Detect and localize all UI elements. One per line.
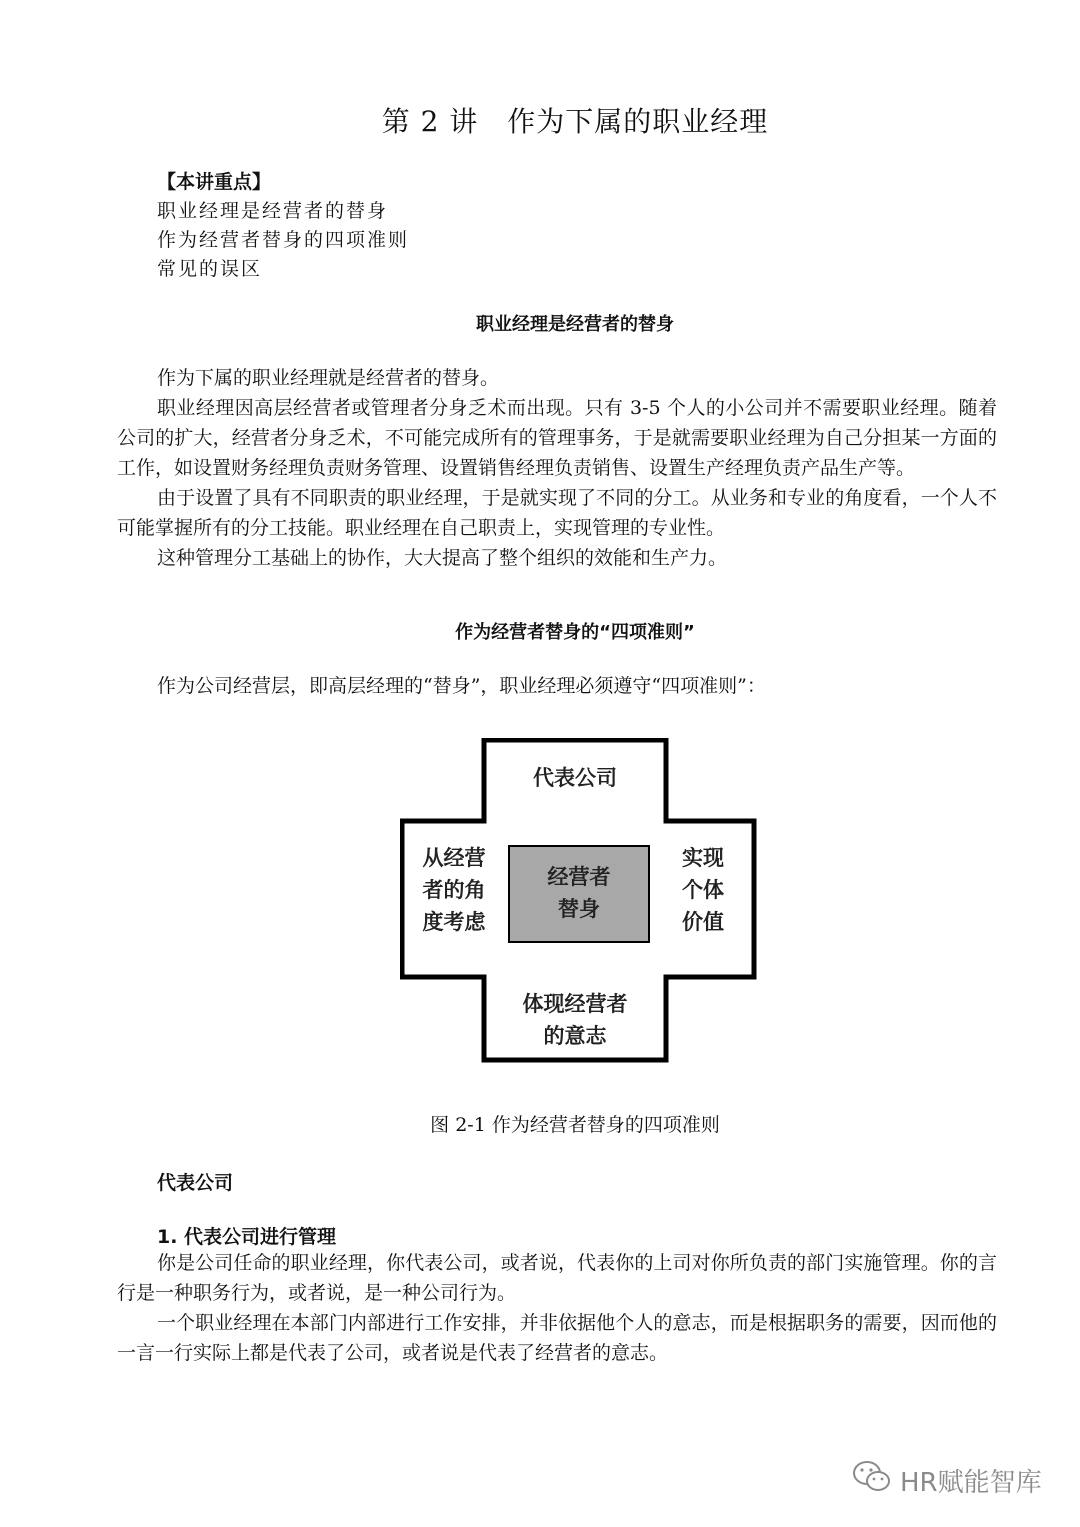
section-heading: 代表公司 [157, 1172, 234, 1194]
keypoint-item: 常见的误区 [157, 258, 263, 280]
keypoint-item: 职业经理是经营者的替身 [157, 200, 389, 222]
subsection-heading: 1. 代表公司进行管理 [157, 1226, 337, 1248]
diagram-center-label: 经营者 替身 [547, 865, 611, 921]
diagram-bottom-label: 体现经营者 的意志 [522, 992, 628, 1048]
wechat-icon [852, 1460, 892, 1501]
watermark [852, 1460, 1042, 1500]
keypoints-block [157, 168, 409, 284]
diagram-left-label: 从经营 者的角 度考虑 [422, 846, 486, 934]
diagram-right-label: 实现 个体 价值 [682, 846, 724, 934]
section2-body [117, 671, 997, 701]
section-heading: 作为经营者替身的“四项准则” [455, 622, 695, 643]
paragraph: 由于设置了具有不同职责的职业经理，于是就实现了不同的分工。从业务和专业的角度看，一个人不可能掌握所有的分工技能。职业经理在自己职责上，实现管理的专业性。 [117, 487, 997, 539]
four-principles-diagram [400, 738, 757, 1063]
paragraph: 作为下属的职业经理就是经营者的替身。 [157, 367, 500, 389]
diagram-top-label: 代表公司 [533, 766, 617, 790]
paragraph: 作为公司经营层，即高层经理的“替身”，职业经理必须遵守“四项准则”： [157, 675, 766, 697]
paragraph: 一个职业经理在本部门内部进行工作安排，并非依据他个人的意志，而是根据职务的需要，因而他的一言一行实际上都是代表了公司，或者说是代表了经营者的意志。 [117, 1312, 997, 1364]
watermark-text: HR赋能智库 [900, 1467, 1042, 1498]
keypoints-heading: 【本讲重点】 [157, 171, 272, 193]
keypoint-item: 作为经营者替身的四项准则 [157, 229, 410, 251]
section3-body [117, 1248, 997, 1368]
figure-caption: 图 2-1 作为经营者替身的四项准则 [430, 1114, 720, 1136]
section1-body [117, 363, 997, 573]
paragraph: 这种管理分工基础上的协作，大大提高了整个组织的效能和生产力。 [157, 547, 728, 569]
paragraph: 你是公司任命的职业经理，你代表公司，或者说，代表你的上司对你所负责的部门实施管理。你的言行是一种职务行为，或者说，是一种公司行为。 [117, 1252, 997, 1304]
section-heading: 职业经理是经营者的替身 [476, 314, 674, 335]
page-title: 第 2 讲 作为下属的职业经理 [381, 105, 769, 138]
paragraph: 职业经理因高层经营者或管理者分身乏术而出现。只有 3-5 个人的小公司并不需要职业经理。随着公司的扩大，经营者分身乏术，不可能完成所有的管理事务，于是就需要职业经理为自己分担某一方面的工作，如设置财务经理负责财务管理、设置销售经理负责销售、设置生产经理负责产品生产等。 [117, 397, 997, 479]
